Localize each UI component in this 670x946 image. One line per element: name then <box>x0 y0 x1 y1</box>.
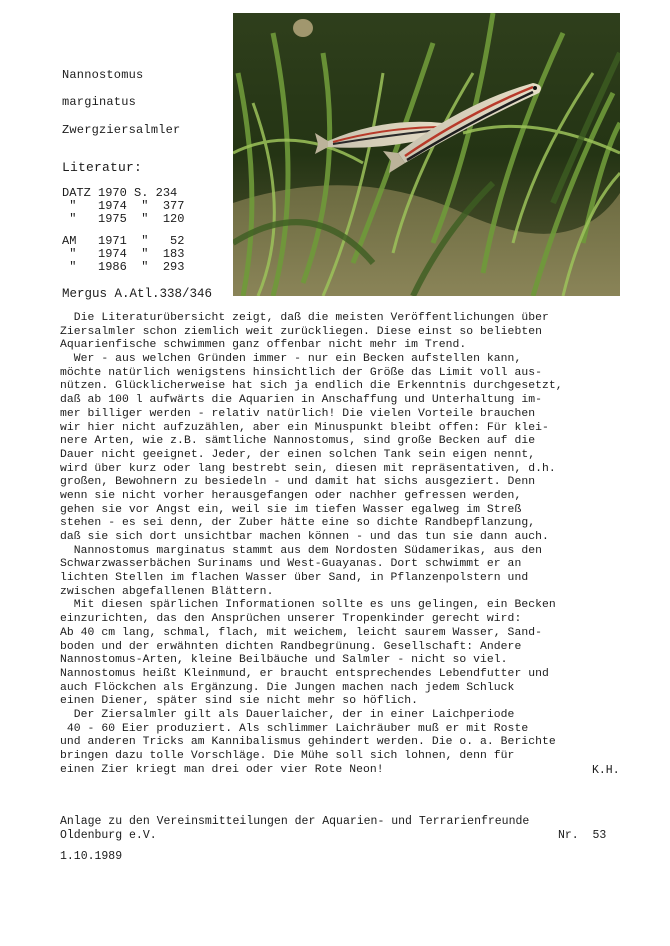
body-line: Nannostomus heißt Kleinmund, er braucht entsprechendes Lebendfutter und <box>60 667 549 680</box>
body-line: daß ab 100 l aufwärts die Aquarien in Anschaffung und Unterhaltung im- <box>60 394 542 407</box>
body-line: auch Flöckchen als Ergänzung. Die Jungen machen nach jedem Schluck <box>60 681 515 694</box>
mergus-reference: Mergus A.Atl.338/346 <box>62 287 213 301</box>
literature-row: AM 1971 " 52 <box>62 234 185 248</box>
body-line: Die Literaturübersicht zeigt, daß die meisten Veröffentlichungen über <box>60 312 549 324</box>
footer-attachment-note: Anlage zu den Vereinsmitteilungen der Aquarien- und Terrarienfreunde <box>60 815 530 828</box>
body-line: Wer - aus welchen Gründen immer - nur ein Becken aufstellen kann, <box>60 353 522 366</box>
body-line: Ab 40 cm lang, schmal, flach, mit weichem, leicht saurem Wasser, Sand- <box>60 626 542 639</box>
aquarium-photo <box>233 13 620 296</box>
species-common-name: Zwergziersalmler <box>62 123 181 137</box>
body-line: daß sie sich dort unsichtbar machen können - und das tun sie dann auch. <box>60 531 549 543</box>
body-line: Nannostomus-Arten, kleine Beilbäuche und Salmler - nicht so viel. <box>60 654 508 667</box>
body-line: einzurichten, das den Ansprüchen unserer Tropenkinder gerecht wird: <box>60 613 522 626</box>
body-line: Nannostomus marginatus stammt aus dem Nordosten Südamerikas, aus den <box>60 544 542 557</box>
literature-row: DATZ 1970 S. 234 <box>62 186 178 200</box>
literature-row: " 1974 " 377 <box>62 199 185 213</box>
footer-club-name: Oldenburg e.V. <box>60 829 157 842</box>
body-line: wird über kurz oder lang bestrebt sein, diesen mit repräsentativen, d.h. <box>60 462 556 475</box>
body-line: nützen. Glücklicherweise hat sich ja endlich die Erkenntnis durchgesetzt, <box>60 380 563 393</box>
body-line: gehen sie vor Angst ein, weil sie im tiefen Wasser egalweg im Streß <box>60 503 522 516</box>
footer-date: 1.10.1989 <box>60 850 123 863</box>
body-line: zwischen abgefallenen Blättern. <box>60 585 274 598</box>
body-line: möchte natürlich wenigstens hinsichtlich der Größe das Limit voll aus- <box>60 366 542 379</box>
literature-row: " 1975 " 120 <box>62 212 185 226</box>
body-line: boden und der erwähnten dichten Randbegrünung. Gesellschaft: Andere <box>60 640 522 653</box>
body-line: Dauer nicht geeignet. Jeder, der einen solchen Tank sein eigen nennt, <box>60 448 536 461</box>
article-body <box>60 312 620 777</box>
body-line: Der Ziersalmler gilt als Dauerlaicher, der in einer Laichperiode <box>60 708 515 721</box>
body-line: Ziersalmler schon ziemlich weit zurückliegen. Diese einst so beliebten <box>60 325 542 338</box>
body-line: Mit diesen spärlichen Informationen sollte es uns gelingen, ein Becken <box>60 599 556 612</box>
body-line: nere Arten, wie z.B. sämtliche Nannostomus, sind große Becken auf die <box>60 435 536 448</box>
author-initials: K.H. <box>592 764 620 777</box>
body-line: großen, Bewohnern zu besiedeln - und damit hat sichs ausgeziert. Denn <box>60 476 536 489</box>
literature-heading: Literatur: <box>62 160 143 175</box>
species-genus: Nannostomus <box>62 68 144 82</box>
literature-row: " 1974 " 183 <box>62 247 185 261</box>
body-line: Schwarzwasserbächen Surinams und West-Guayanas. Dort schwimmt er an <box>60 558 522 571</box>
body-line: mer billiger werden - relativ natürlich! Die vielen Vorteile brauchen <box>60 407 536 420</box>
literature-row: " 1986 " 293 <box>62 260 185 274</box>
body-line: lichten Stellen im flachen Wasser über Sand, in Pflanzenpolstern und <box>60 572 529 585</box>
body-line: stehen - es sei denn, der Zuber hätte eine so dichte Randbepflanzung, <box>60 517 536 530</box>
body-line: Aquarienfische schwimmen ganz offenbar nicht mehr im Trend. <box>60 339 467 352</box>
body-line: und anderen Tricks am Kannibalismus gehindert werden. Die o. a. Berichte <box>60 736 556 749</box>
body-line: 40 - 60 Eier produziert. Als schlimmer Laichräuber muß er mit Roste <box>60 722 529 735</box>
footer-issue-number: Nr. 53 <box>558 829 607 842</box>
body-line: wir hier nicht aufzuzählen, aber ein Minuspunkt bleibt offen: Für klei- <box>60 421 549 434</box>
body-line: bringen dazu tolle Vorschläge. Die Mühe soll sich lohnen, denn für <box>60 750 515 762</box>
species-epithet: marginatus <box>62 95 137 109</box>
body-line: einen Zier kriegt man drei oder vier Rote Neon! <box>60 763 384 776</box>
body-line: wenn sie nicht vorher herausgefangen oder nachher gefressen werden, <box>60 489 522 502</box>
body-line: einen Diener, später sind sie nicht mehr so höflich. <box>60 695 419 708</box>
